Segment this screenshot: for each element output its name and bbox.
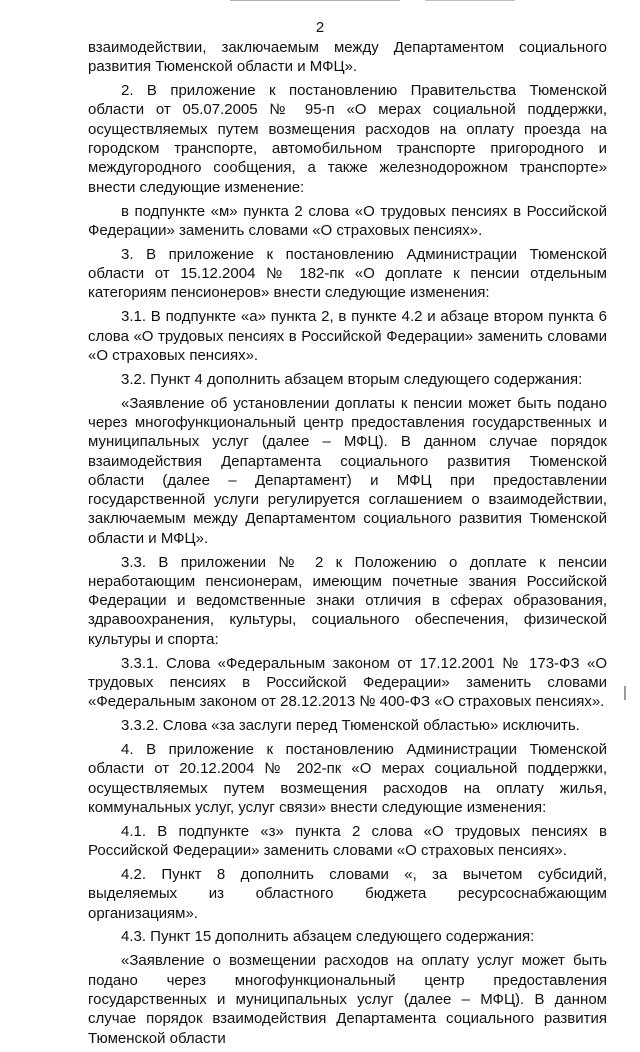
paragraph-quote-3-2: «Заявление об установлении доплаты к пенсии может быть подано через многофункциональный центр предоставления государственных и муниципальных услуг (далее – МФЦ). В данном случае порядок взаимодействия Департамента социального развития Тюменской области (далее – Департамент) и МФЦ при предоставлении государственной услуги регулируется соглашением о взаимодействии, заключаемым между Департаментом социального развития Тюменской области и МФЦ». [88,394,607,547]
paragraph-item-3-1: 3.1. В подпункте «а» пункта 2, в пункте 4.2 и абзаце втором пункта 6 слова «О трудовых пенсиях в Российской Федерации» заменить словами «О страховых пенсиях». [88,308,607,364]
paragraph-item-3-2: 3.2. Пункт 4 дополнить абзацем вторым следующего содержания: [121,370,583,388]
scan-edge-line [230,0,400,1]
paragraph-item-3-3-1: 3.3.1. Слова «Федеральным законом от 17.12.2001 № 173-ФЗ «О трудовых пенсиях в Российской Федерации» заменить словами «Федеральным законом от 28.12.2013 № 400-ФЗ «О страховых пенсиях». [88,654,607,711]
paragraph-item-3: 3. В приложение к постановлению Администрации Тюменской области от 15.12.2004 № 182-пк «О доплате к пенсии отдельным категориям пенсионеров» внести следующие изменения: [88,245,607,302]
scan-margin-mark [624,686,626,700]
scan-edge-line [425,0,515,1]
paragraph-item-4: 4. В приложение к постановлению Администрации Тюменской области от 20.12.2004 № 202-пк «О мерах социальной поддержки, осуществляемых путем возмещения расходов на оплату жилья, коммунальных услуг, услуг связи» внести следующие изменения: [88,741,607,816]
paragraph-continuation: взаимодействии, заключаемым между Департаментом социального развития Тюменской области и МФЦ». [88,39,607,76]
paragraph-item-2: 2. В приложение к постановлению Правительства Тюменской области от 05.07.2005 № 95-п «О мерах социальной поддержки, осуществляемых путем возмещения расходов на оплату проезда на городском транспорте, автомобильном транспорте пригородного и междугородного сообщения, а также железнодорожном транспорте» внести следующие изменение: [88,82,607,196]
document-body [88,38,607,1052]
paragraph-item-3-3-2: 3.3.2. Слова «за заслуги перед Тюменской областью» исключить. [121,717,580,735]
paragraph-item-4-1: 4.1. В подпункте «з» пункта 2 слова «О трудовых пенсиях в Российской Федерации» заменить словами «О страховых пенсиях». [88,822,607,860]
paragraph-item-2-sub: в подпункте «м» пункта 2 слова «О трудовых пенсиях в Российской Федерации» заменить словами «О страховых пенсиях». [88,202,607,239]
page-number: 2 [315,19,325,36]
paragraph-item-3-3: 3.3. В приложении № 2 к Положению о доплате к пенсии неработающим пенсионерам, имеющим почетные звания Российской Федерации и ведомственные знаки отличия в сферах образования, здравоохранения, культуры, социального обеспечения, физической культуры и спорта: [88,553,607,648]
paragraph-quote-4-3: «Заявление о возмещении расходов на оплату услуг может быть подано через многофункциональный центр предоставления государственных и муниципальных услуг (далее – МФЦ). В данном случае порядок взаимодействия Департамента социального развития Тюменской области [88,952,607,1047]
paragraph-item-4-2: 4.2. Пункт 8 дополнить словами «, за вычетом субсидий, выделяемых из областного бюджета ресурсоснабжающим организациям». [88,866,607,922]
paragraph-item-4-3: 4.3. Пункт 15 дополнить абзацем следующего содержания: [121,928,535,946]
